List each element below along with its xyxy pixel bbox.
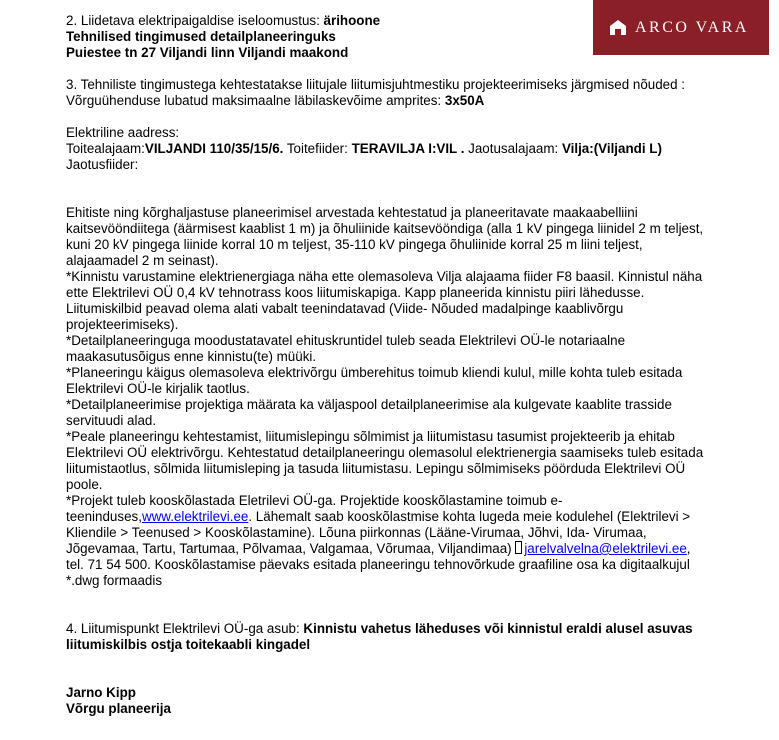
body-line: Elektrilevi OÜ-le kirjalik taotlus. <box>66 381 250 396</box>
body-line: kaitsevööndiitega (äärmisest kaablist 1 m) ja õhuliinide kaitsevööndiga (alla 1 kV pingega liinidel 2 m teljest, <box>66 221 704 236</box>
electric-address-line <box>66 141 706 157</box>
capacity-label: Võrguühenduse lubatud maksimaalne läbilaskevõime amprites: <box>66 93 445 108</box>
substation-label: Toitealajaam: <box>66 141 145 156</box>
body-line: *Detailplaneerimise projektiga määrata ka väljaspool detailplaneerimise ala kulgevate kaablite trasside <box>66 397 672 412</box>
requirements-paragraph <box>66 205 706 589</box>
contact-line-4: tel. 71 54 500. Kooskõlastamise päevaks esitada planeeringu tehnovõrkude graafiline osa ka digitaalkujul <box>66 557 690 572</box>
signatory-title: Võrgu planeerija <box>66 701 171 716</box>
section4-heading <box>66 621 706 637</box>
electric-address-heading: Elektriline aadress: <box>66 125 180 140</box>
body-line: ette Elektrilevi OÜ 0,4 kV tehnotrass koos liitumiskapiga. Kapp planeerida kinnistu piiri lähedusse. <box>66 285 645 300</box>
body-line: *Projekt tuleb kooskõlastada Eletrilevi OÜ-ga. Projektide kooskõlastamine toimub e- <box>66 493 563 508</box>
signatory-name: Jarno Kipp <box>66 685 136 700</box>
body-line: maakasutusõigus enne kinnistu(te) müüki. <box>66 349 317 364</box>
property-address: Puiestee tn 27 Viljandi linn Viljandi maakond <box>66 45 349 60</box>
section2-label: 2. Liidetava elektripaigaldise iseloomustus: <box>66 13 324 28</box>
body-line: poole. <box>66 477 103 492</box>
elektrilevi-website-link[interactable]: www.elektrilevi.ee <box>141 509 249 524</box>
logo-text: ARCO VARA <box>635 18 749 36</box>
contact-line-3 <box>66 541 706 557</box>
contact-line-2: Kliendile > Teenused > Kooskõlastamine). Lõuna piirkonnas (Lääne-Virumaa, Jõhvi, Ida- Virumaa, <box>66 525 647 540</box>
distribution-feeder-label: Jaotusfiider: <box>66 157 139 172</box>
body-line: *Peale planeeringu kehtestamist, liitumislepingu sõlmimist ja liitumistasu tasumist projekteerib ja ehitab <box>66 429 675 444</box>
contact-text: . Lähemalt saab kooskõlastmise kohta lugeda meie kodulehel (Elektrilevi > <box>248 509 691 524</box>
connection-point-text-cont: liitumiskilbis ostja toitekaabli kingadel <box>66 637 311 652</box>
contact-text: , <box>686 541 691 556</box>
body-line: Liitumiskilbid peavad olema alati vabalt teenindatavad (Viide- Nõuded madalpinge kaablivõrgu <box>66 301 624 316</box>
feeder-value: TERAVILJA I:VIL . <box>351 141 465 156</box>
section4-label: 4. Liitumispunkt Elektrilevi OÜ-ga asub: <box>66 621 304 636</box>
section3-heading: 3. Tehniliste tingimustega kehtestatakse liitujale liitumisjuhtmestiku projekteerimiseks järgmised nõuded : <box>66 77 685 92</box>
building-type: ärihoone <box>323 13 381 28</box>
distribution-label: Jaotusalajaam: <box>464 141 562 156</box>
body-line: alajaamadel 2 m seinast). <box>66 253 219 268</box>
distribution-value: Vilja:(Viljandi L) <box>561 141 662 156</box>
capacity-line <box>66 93 706 109</box>
contact-line-5: *.dwg formaadis <box>66 573 163 588</box>
contact-line-1 <box>66 509 706 525</box>
body-line: liitumistaotlus, sõlmida liitumisleping ja tasuda liitumistasu. Lepingu sõlmimiseks pöörduda Elektrilevi OÜ <box>66 461 686 476</box>
missing-glyph-icon <box>515 541 522 554</box>
feeder-label: Toitefiider: <box>283 141 352 156</box>
body-line: projekteerimiseks). <box>66 317 179 332</box>
body-line: *Kinnistu varustamine elektrienergiaga näha ette olemasoleva Vilja alajaama fiider F8 baasil. Kinnistul näha <box>66 269 703 284</box>
substation-value: VILJANDI 110/35/15/6. <box>144 141 284 156</box>
body-line: Ehitiste ning kõrghaljastuse planeerimisel arvestada kehtestatud ja planeeritavate maakaabelliini <box>66 205 638 220</box>
contact-text: Jõgevamaa, Tartu, Tartumaa, Põlvamaa, Valgamaa, Võrumaa, Viljandimaa) <box>66 541 516 556</box>
contact-text: teeninduses, <box>66 509 142 524</box>
connection-point-text: Kinnistu vahetus läheduses või kinnistul eraldi alusel asuvas <box>303 621 693 636</box>
body-line: *Planeeringu käigus olemasoleva elektrivõrgu ümberehitus toimub kliendi kulul, mille kohta tuleb esitada <box>66 365 683 380</box>
email-link[interactable]: jarelvalvelna@elektrilevi.ee <box>524 541 687 556</box>
section2-subtitle: Tehnilised tingimused detailplaneeringuks <box>66 29 336 44</box>
body-line: *Detailplaneeringuga moodustatavatel ehituskruntidel tuleb seada Elektrilevi OÜ-le notariaalne <box>66 333 626 348</box>
body-line: kuni 20 kV pingega liinide korral 10 m teljest, 35-110 kV pingega õhuliinide korral 25 m liini teljest, <box>66 237 643 252</box>
body-line: Elektrilevi OÜ elektrivõrgu. Kehtestatud detailplaneeringu olemasolul elektrienergia saamiseks tuleb esitada <box>66 445 704 460</box>
section2-heading <box>66 13 706 29</box>
body-line: servituudi alad. <box>66 413 157 428</box>
document-body <box>66 13 706 717</box>
capacity-value: 3x50A <box>444 93 485 108</box>
